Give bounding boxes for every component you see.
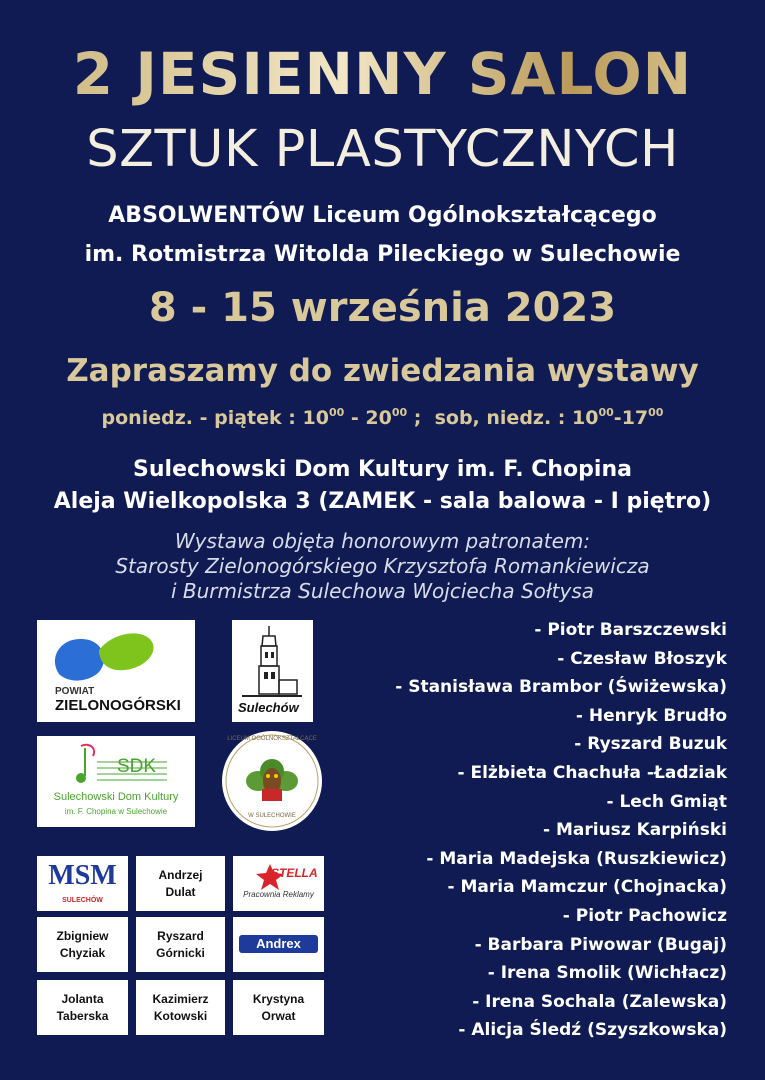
- artist-item: - Maria Mamczur (Chojnacka): [447, 877, 727, 898]
- powiat-zielonogorski-logo: [37, 620, 195, 722]
- weekend-label: sob, niedz. :: [434, 407, 573, 429]
- artist-item: - Stanisława Brambor (Świżewska): [395, 677, 727, 698]
- powiat-label: POWIAT: [55, 686, 95, 697]
- weekend-open: 10: [572, 407, 599, 429]
- patronage-line-3: i Burmistrza Sulechowa Wojciecha Sołtysa: [170, 579, 595, 603]
- sponsor-last-name: Górnicki: [156, 945, 205, 960]
- sponsor-card: [136, 917, 225, 972]
- opening-hours: [0, 406, 765, 429]
- lo-school-seal: [222, 731, 322, 831]
- andrex-label: Andrex: [256, 936, 301, 951]
- patronage-line-1: Wystawa objęta honorowym patronatem:: [174, 529, 591, 553]
- artist-item: - Irena Sochala (Zalewska): [472, 991, 727, 1012]
- sponsor-last-name: Taberska: [56, 1008, 109, 1023]
- sponsor-card: [136, 856, 225, 911]
- artist-item: - Irena Smolik (Wichłacz): [487, 963, 727, 984]
- sponsor-first-name: Krystyna: [252, 991, 305, 1006]
- weekday-dash: -: [344, 407, 366, 429]
- msm-label: MSM: [48, 860, 117, 891]
- stella-label: STELLA: [271, 866, 318, 880]
- artist-item: - Ryszard Buzuk: [574, 734, 727, 755]
- sponsor-first-name: Jolanta: [61, 991, 104, 1006]
- lo-seal-text: LICEUM OGÓLNOKSZTAŁCĄCE: [227, 736, 317, 742]
- artist-item: - Maria Madejska (Ruszkiewicz): [426, 848, 727, 869]
- lo-seal-bottom: W SULECHOWIE: [248, 813, 296, 819]
- tower-icon: [232, 622, 313, 702]
- sulechow-label: Sulechów: [238, 700, 299, 715]
- andrex-logo: [233, 917, 324, 972]
- powiat-leaf-icon: [37, 624, 195, 684]
- weekday-open: 10: [302, 407, 329, 429]
- subtitle-line-2: im. Rotmistrza Witolda Pileckiego w Sulechowie: [84, 242, 681, 267]
- invitation-text: Zapraszamy do zwiedzania wystawy: [66, 353, 699, 389]
- sponsor-last-name: Dulat: [165, 884, 196, 899]
- sponsor-first-name: Ryszard: [157, 928, 204, 943]
- weekend-close: 17: [621, 407, 649, 429]
- sdk-name: Sulechowski Dom Kultury: [53, 791, 179, 803]
- sponsor-first-name: Zbigniew: [56, 928, 109, 943]
- artist-item: - Lech Gmiąt: [606, 791, 727, 812]
- sponsor-last-name: Chyziak: [59, 945, 106, 960]
- artists-list: [347, 616, 727, 1045]
- sponsor-last-name: Orwat: [261, 1008, 296, 1023]
- music-note-icon: [37, 738, 195, 786]
- sponsor-card: [233, 980, 324, 1035]
- title-line-1: 2 JESIENNY SALON: [0, 40, 765, 108]
- stella-logo: [233, 856, 324, 911]
- venue-line-2: Aleja Wielkopolska 3 (ZAMEK - sala balowa - I piętro): [53, 489, 712, 514]
- sponsor-card: [136, 980, 225, 1035]
- subtitle-line-1: ABSOLWENTÓW Liceum Ogólnokształcącego: [108, 203, 657, 228]
- sulechow-town-logo: [232, 620, 313, 722]
- patronage-line-2: Starosty Zielonogórskiego Krzysztofa Romankiewicza: [115, 554, 650, 578]
- weekday-label: poniedz. - piątek :: [101, 407, 303, 429]
- msm-sub: SULECHÓW: [62, 897, 103, 904]
- title-line-2: SZTUK PLASTYCZNYCH: [86, 120, 679, 179]
- artist-item: - Alicja Śledź (Szyszkowska): [458, 1020, 727, 1041]
- weekend-open-minutes: 00: [598, 406, 614, 419]
- artist-item: - Piotr Barszczewski: [534, 620, 727, 640]
- weekday-open-minutes: 00: [328, 406, 345, 419]
- artist-item: - Czesław Błoszyk: [557, 648, 727, 669]
- weekday-close-minutes: 00: [391, 406, 408, 419]
- stella-sub: Pracownia Reklamy: [243, 890, 314, 899]
- sdk-logo: [37, 736, 195, 827]
- sponsor-card: [37, 917, 128, 972]
- artist-item: - Barbara Piwowar (Bugaj): [474, 934, 727, 955]
- zielonogorski-label: ZIELONOGÓRSKI: [55, 697, 181, 714]
- hours-separator: ;: [407, 407, 435, 429]
- sdk-subname: im. F. Chopina w Sulechowie: [64, 807, 168, 816]
- sponsor-card: [37, 980, 128, 1035]
- weekday-close: 20: [365, 407, 392, 429]
- artist-item: - Henryk Brudło: [575, 705, 727, 726]
- exhibition-dates: 8 - 15 września 2023: [148, 285, 617, 331]
- sponsor-last-name: Kotowski: [153, 1008, 208, 1023]
- weekend-dash: -: [613, 407, 622, 429]
- artist-item: - Piotr Pachowicz: [562, 905, 727, 926]
- sponsor-first-name: Andrzej: [158, 867, 203, 882]
- venue-line-1: Sulechowski Dom Kultury im. F. Chopina: [133, 457, 632, 482]
- weekend-close-minutes: 00: [648, 406, 664, 419]
- msm-logo: [37, 856, 128, 911]
- sdk-abbr: SDK: [117, 756, 157, 777]
- artist-item: - Elżbieta Chachuła -Ładziak: [457, 762, 727, 783]
- artist-item: - Mariusz Karpiński: [543, 820, 727, 841]
- sponsor-first-name: Kazimierz: [152, 991, 209, 1006]
